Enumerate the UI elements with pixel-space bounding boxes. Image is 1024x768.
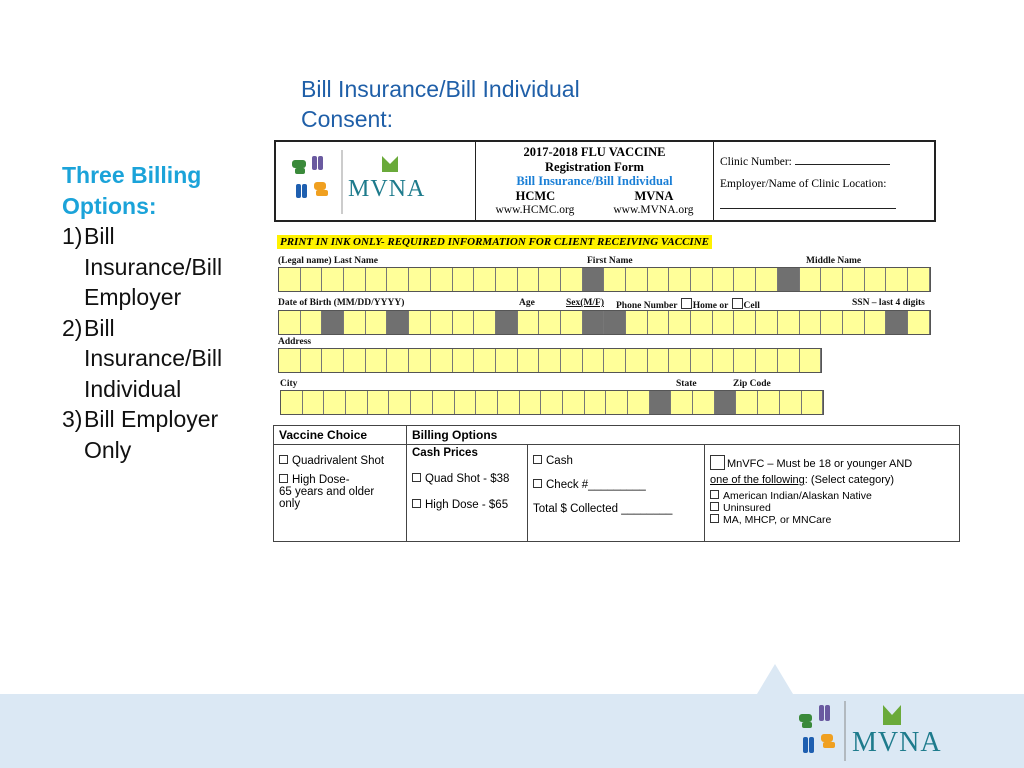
billing-heading-line2: Options: — [62, 192, 157, 219]
letter-box[interactable] — [366, 268, 388, 291]
billing-option-1 — [62, 221, 262, 313]
footer-triangle — [757, 664, 793, 694]
quadrivalent-checkbox[interactable] — [279, 455, 288, 464]
check-label: Check #_________ — [546, 479, 646, 491]
letter-box[interactable] — [541, 391, 563, 414]
billing-options-list — [62, 160, 262, 465]
letter-box[interactable] — [301, 311, 323, 334]
first-name-label: First Name — [587, 256, 633, 266]
letter-box[interactable] — [669, 268, 691, 291]
letter-box[interactable] — [671, 391, 693, 414]
mvna-logo-text: MVNA — [348, 176, 426, 202]
high-dose-checkbox[interactable] — [279, 474, 288, 483]
billing-heading-line1: Three Billing — [62, 162, 202, 188]
org-hcmc: HCMC — [515, 188, 556, 203]
quadrivalent-label: Quadrivalent Shot — [292, 455, 385, 467]
letter-box[interactable] — [691, 268, 713, 291]
letter-box[interactable] — [713, 311, 735, 334]
option-line: Insurance/Bill — [84, 253, 223, 280]
option-number: 1) — [62, 223, 83, 249]
vaccine-choice-cell — [274, 445, 407, 542]
letter-box[interactable] — [368, 391, 390, 414]
letter-box[interactable] — [366, 311, 388, 334]
letter-box[interactable] — [453, 268, 475, 291]
home-checkbox[interactable] — [681, 298, 692, 309]
quad-price-label: Quad Shot - $38 — [425, 473, 510, 485]
separator-box — [583, 311, 605, 334]
home-or-label: Home or — [692, 301, 729, 311]
employer-label: Employer/Name of Clinic Location: — [720, 178, 887, 190]
employer-line — [720, 198, 896, 209]
letter-box[interactable] — [800, 268, 822, 291]
option-line: Only — [84, 436, 132, 463]
quad-price-checkbox[interactable] — [412, 473, 421, 482]
letter-box[interactable] — [626, 349, 648, 372]
letter-box[interactable] — [758, 391, 780, 414]
select-category-label: : (Select category) — [804, 474, 895, 486]
separator-box — [583, 268, 605, 291]
slide-title-line1: Bill Insurance/Bill Individual — [301, 76, 580, 102]
letter-box[interactable] — [628, 391, 650, 414]
letter-box[interactable] — [518, 311, 540, 334]
ma-mhcp-checkbox[interactable] — [710, 514, 719, 523]
letter-box[interactable] — [389, 391, 411, 414]
clinic-info — [714, 142, 934, 220]
letter-box[interactable] — [279, 311, 301, 334]
letter-box[interactable] — [409, 268, 431, 291]
high-price-label: High Dose - $65 — [425, 499, 509, 511]
letter-box[interactable] — [366, 349, 388, 372]
option-number: 3) — [62, 406, 83, 432]
separator-box — [387, 311, 409, 334]
letter-box[interactable] — [476, 391, 498, 414]
high-dose-note: 65 years and older only — [279, 486, 375, 510]
letter-box[interactable] — [561, 268, 583, 291]
letter-box[interactable] — [561, 311, 583, 334]
letter-box[interactable] — [279, 349, 301, 372]
letter-box[interactable] — [734, 349, 756, 372]
letter-box[interactable] — [626, 311, 648, 334]
letter-box[interactable] — [387, 349, 409, 372]
letter-box[interactable] — [431, 268, 453, 291]
letter-box[interactable] — [453, 349, 475, 372]
letter-box[interactable] — [518, 268, 540, 291]
clinic-number-line — [795, 154, 890, 165]
cell-checkbox[interactable] — [732, 298, 743, 309]
mnvfc-label: MnVFC – Must be 18 or younger AND — [727, 458, 913, 470]
letter-box[interactable] — [780, 391, 802, 414]
letter-box[interactable] — [736, 391, 758, 414]
one-of-label: one of the following — [710, 474, 805, 486]
cell-label: Cell — [743, 301, 760, 311]
address-input-boxes[interactable] — [278, 348, 822, 373]
letter-box[interactable] — [344, 268, 366, 291]
letter-box[interactable] — [411, 391, 433, 414]
letter-box[interactable] — [843, 311, 865, 334]
option-line: Employer — [84, 284, 182, 310]
letter-box[interactable] — [669, 349, 691, 372]
vaccine-billing-table — [273, 425, 960, 542]
letter-box[interactable] — [734, 311, 756, 334]
letter-box[interactable] — [563, 391, 585, 414]
separator-box — [778, 268, 800, 291]
letter-box[interactable] — [324, 391, 346, 414]
letter-box[interactable] — [821, 268, 843, 291]
age-label: Age — [519, 298, 535, 308]
form-title: 2017-2018 FLU VACCINE — [523, 145, 666, 159]
hcmc-mvna-logo — [276, 142, 476, 220]
zip-label: Zip Code — [733, 379, 771, 389]
sex-label: Sex(M/F) — [566, 298, 604, 308]
letter-box[interactable] — [604, 268, 626, 291]
cash-prices-label: Cash Prices — [412, 447, 478, 459]
letter-box[interactable] — [756, 268, 778, 291]
org-mvna: MVNA — [634, 188, 674, 203]
letter-box[interactable] — [800, 349, 822, 372]
url-hcmc: www.HCMC.org — [495, 204, 575, 216]
state-label: State — [676, 379, 697, 389]
letter-box[interactable] — [431, 349, 453, 372]
category-uninsured: Uninsured — [723, 502, 771, 514]
letter-box[interactable] — [648, 311, 670, 334]
phone-number-label: Phone Number — [616, 301, 678, 311]
middle-name-label: Middle Name — [806, 256, 862, 266]
letter-box[interactable] — [669, 311, 691, 334]
american-indian-checkbox[interactable] — [710, 490, 719, 499]
letter-box[interactable] — [648, 349, 670, 372]
letter-box[interactable] — [455, 391, 477, 414]
slide-title — [301, 74, 701, 134]
letter-box[interactable] — [756, 349, 778, 372]
letter-box[interactable] — [431, 311, 453, 334]
letter-box[interactable] — [691, 349, 713, 372]
separator-box — [604, 311, 626, 334]
letter-box[interactable] — [301, 268, 323, 291]
cash-label: Cash — [546, 455, 573, 467]
ssn-label: SSN – last 4 digits — [852, 298, 925, 308]
letter-box[interactable] — [518, 349, 540, 372]
clinic-number-label: Clinic Number: — [720, 156, 792, 168]
letter-box[interactable] — [908, 311, 930, 334]
letter-box[interactable] — [322, 349, 344, 372]
letter-box[interactable] — [387, 268, 409, 291]
letter-box[interactable] — [800, 311, 822, 334]
letter-box[interactable] — [474, 268, 496, 291]
letter-box[interactable] — [539, 311, 561, 334]
letter-box[interactable] — [496, 349, 518, 372]
letter-box[interactable] — [821, 311, 843, 334]
letter-box[interactable] — [886, 268, 908, 291]
letter-box[interactable] — [303, 391, 325, 414]
option-number: 2) — [62, 314, 83, 341]
ink-banner: PRINT IN INK ONLY- REQUIRED INFORMATION FOR CLIENT RECEIVING VACCINE — [277, 235, 712, 249]
letter-box[interactable] — [496, 268, 518, 291]
letter-box[interactable] — [648, 268, 670, 291]
separator-box — [715, 391, 737, 414]
footer-mvna-logo — [795, 701, 965, 761]
letter-box[interactable] — [520, 391, 542, 414]
address-label: Address — [278, 337, 312, 347]
letter-box[interactable] — [322, 268, 344, 291]
letter-box[interactable] — [281, 391, 303, 414]
check-checkbox[interactable] — [533, 479, 542, 488]
city-label: City — [280, 379, 298, 389]
letter-box[interactable] — [865, 268, 887, 291]
letter-box[interactable] — [693, 391, 715, 414]
form-billing-type: Bill Insurance/Bill Individual — [516, 174, 673, 188]
dob-phone-ssn-input-boxes[interactable] — [278, 310, 931, 335]
letter-box[interactable] — [409, 349, 431, 372]
cash-prices-cell — [407, 445, 528, 542]
letter-box[interactable] — [453, 311, 475, 334]
letter-box[interactable] — [802, 391, 824, 414]
separator-box — [496, 311, 518, 334]
category-ma-mhcp: MA, MHCP, or MNCare — [723, 514, 832, 526]
dob-label: Date of Birth (MM/DD/YYYY) — [278, 298, 405, 308]
letter-box[interactable] — [843, 268, 865, 291]
letter-box[interactable] — [713, 268, 735, 291]
footer-logo-text: MVNA — [852, 727, 942, 758]
last-name-label: (Legal name) Last Name — [278, 256, 378, 266]
letter-box[interactable] — [756, 311, 778, 334]
separator-box — [650, 391, 672, 414]
option-line: Bill — [84, 314, 115, 341]
letter-box[interactable] — [539, 349, 561, 372]
form-title-block — [476, 142, 714, 220]
name-input-boxes[interactable] — [278, 267, 931, 292]
letter-box[interactable] — [409, 311, 431, 334]
billing-option-2 — [62, 313, 262, 405]
letter-box[interactable] — [585, 391, 607, 414]
billing-options-header: Billing Options — [407, 426, 960, 445]
letter-box[interactable] — [433, 391, 455, 414]
letter-box[interactable] — [346, 391, 368, 414]
letter-box[interactable] — [474, 349, 496, 372]
option-line: Bill Employer — [84, 406, 219, 432]
category-american-indian: American Indian/Alaskan Native — [723, 490, 872, 502]
option-line: Individual — [84, 375, 182, 402]
letter-box[interactable] — [691, 311, 713, 334]
form-header — [274, 140, 936, 222]
letter-box[interactable] — [583, 349, 605, 372]
letter-box[interactable] — [606, 391, 628, 414]
letter-box[interactable] — [778, 349, 800, 372]
letter-box[interactable] — [561, 349, 583, 372]
letter-box[interactable] — [301, 349, 323, 372]
option-line: Insurance/Bill — [84, 345, 223, 371]
letter-box[interactable] — [474, 311, 496, 334]
letter-box[interactable] — [344, 349, 366, 372]
slide-title-line2: Consent: — [301, 106, 394, 132]
vaccine-choice-header: Vaccine Choice — [274, 426, 407, 445]
letter-box[interactable] — [713, 349, 735, 372]
billing-option-3 — [62, 404, 262, 465]
letter-box[interactable] — [778, 311, 800, 334]
total-collected-label: Total $ Collected ________ — [533, 503, 673, 515]
mnvfc-cell — [705, 445, 960, 542]
uninsured-checkbox[interactable] — [710, 502, 719, 511]
city-state-zip-input-boxes[interactable] — [280, 390, 824, 415]
letter-box[interactable] — [539, 268, 561, 291]
letter-box[interactable] — [498, 391, 520, 414]
letter-box[interactable] — [908, 268, 930, 291]
option-line: Bill — [84, 223, 115, 249]
letter-box[interactable] — [279, 268, 301, 291]
payment-cell — [528, 445, 705, 542]
letter-box[interactable] — [604, 349, 626, 372]
separator-box — [322, 311, 344, 334]
letter-box[interactable] — [734, 268, 756, 291]
high-price-checkbox[interactable] — [412, 499, 421, 508]
separator-box — [886, 311, 908, 334]
high-dose-label: High Dose- — [292, 474, 350, 486]
cash-checkbox[interactable] — [533, 455, 542, 464]
url-mvna: www.MVNA.org — [613, 204, 694, 216]
letter-box[interactable] — [865, 311, 887, 334]
form-subtitle: Registration Form — [545, 159, 644, 174]
letter-box[interactable] — [344, 311, 366, 334]
letter-box[interactable] — [626, 268, 648, 291]
mnvfc-checkbox[interactable] — [710, 455, 725, 470]
